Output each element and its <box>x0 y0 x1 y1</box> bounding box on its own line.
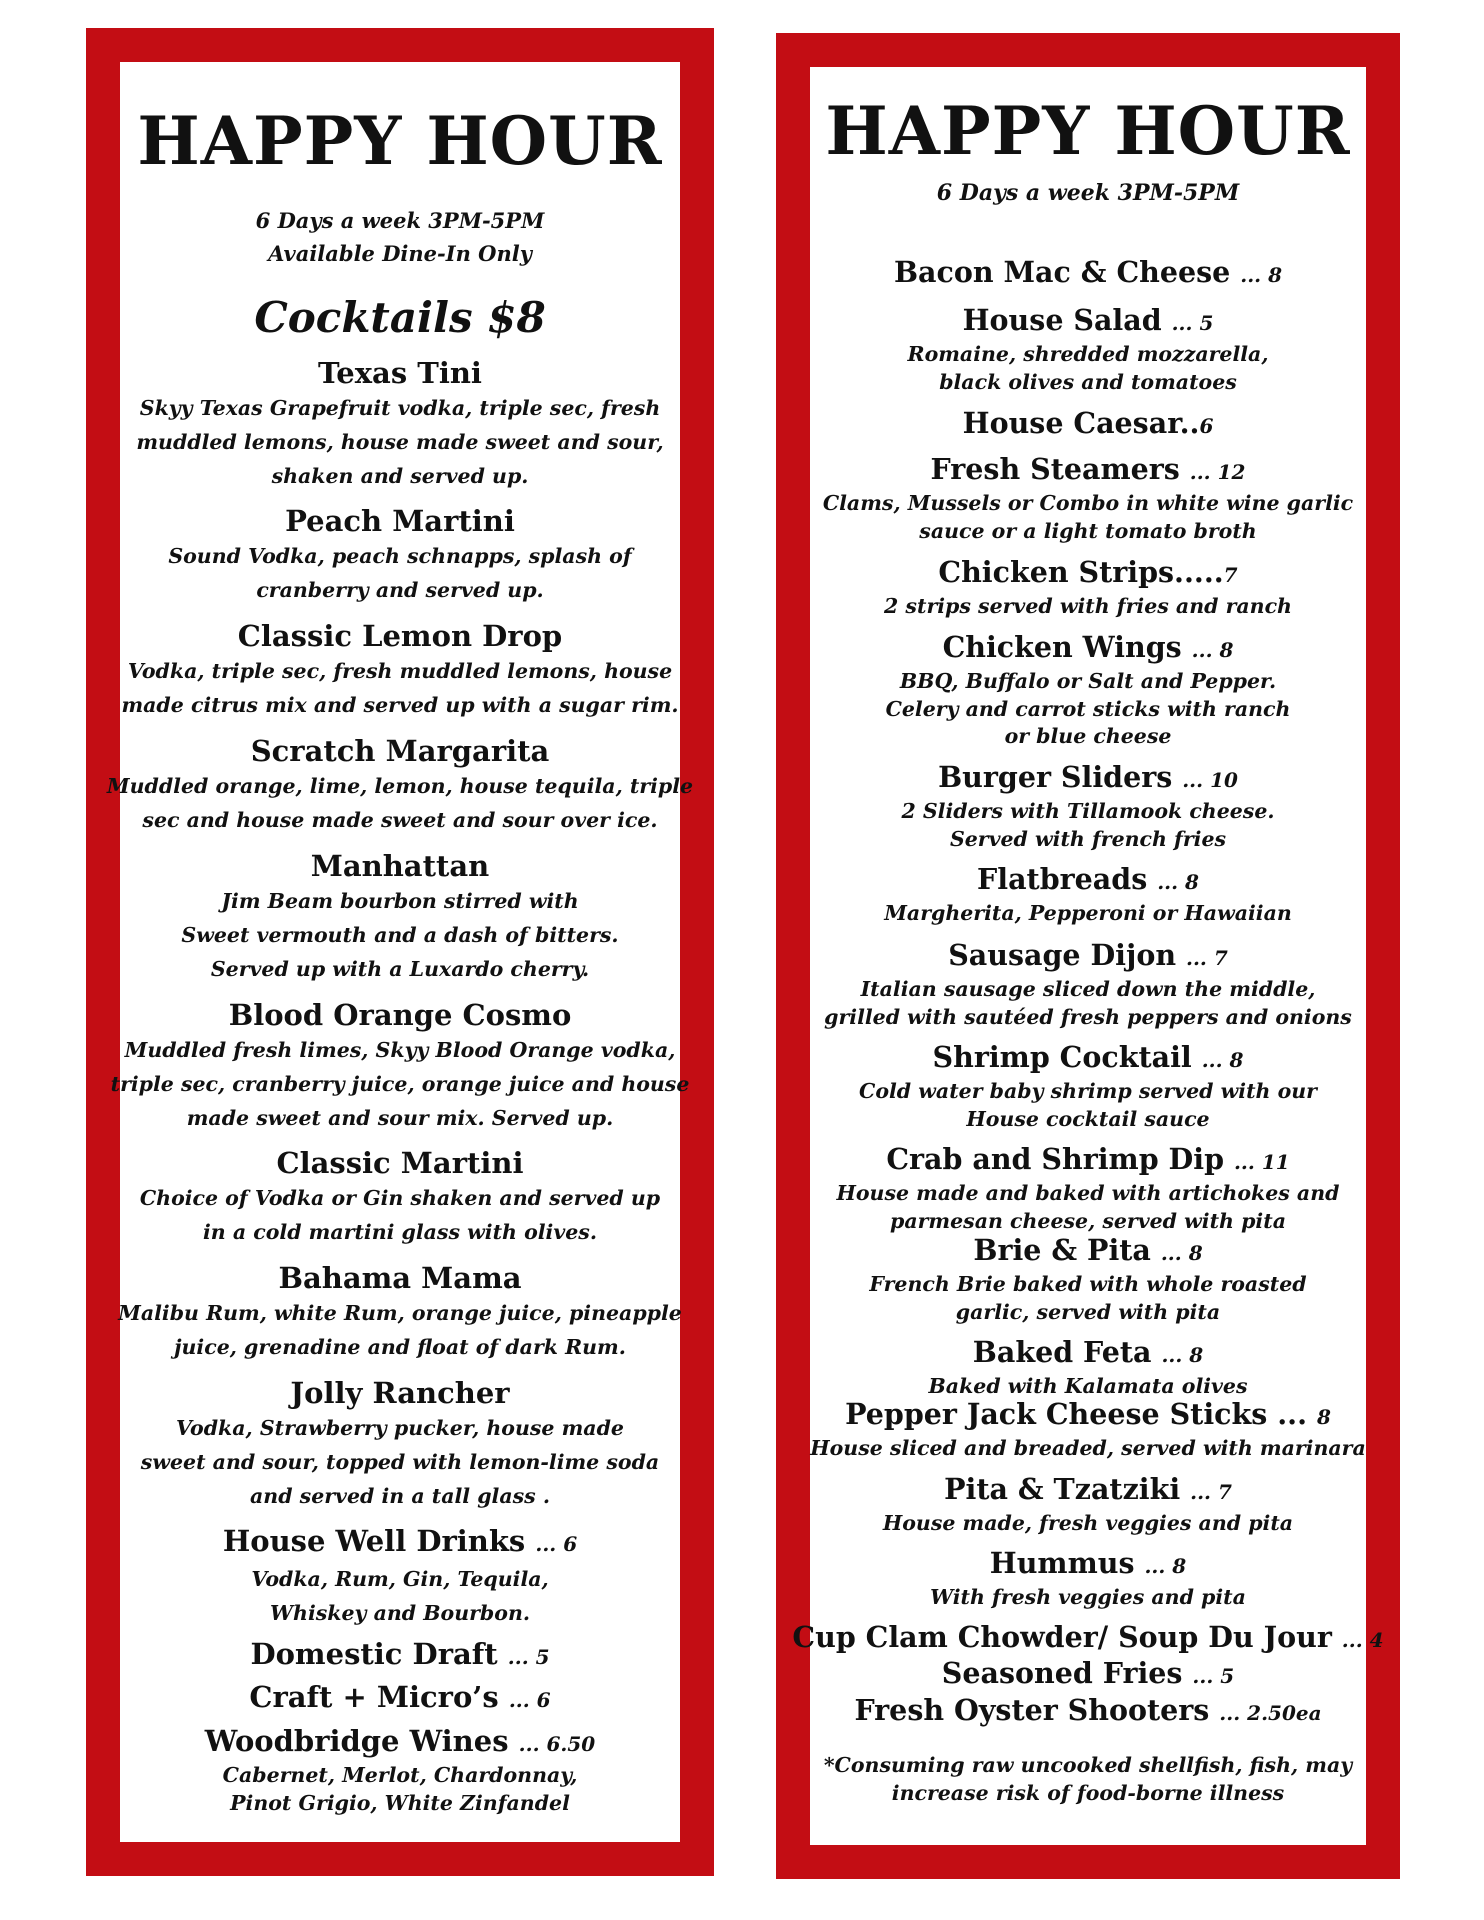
item-name: Fresh Steamers ... 12 <box>930 452 1246 486</box>
item-name: Pita & Tzatziki ... 7 <box>944 1472 1232 1506</box>
item-price: 6 <box>1199 414 1214 438</box>
menu-item <box>796 1233 1380 1326</box>
item-description: Skyy Texas Grapefruit vodka, triple sec, fresh <box>139 396 661 420</box>
item-name: Flatbreads ... 8 <box>977 862 1199 896</box>
menu-item <box>106 733 694 837</box>
item-price: ... 5 <box>1192 1664 1235 1688</box>
menu-item <box>796 938 1380 1031</box>
menu-item <box>110 1145 690 1249</box>
menu-item <box>110 848 690 986</box>
item-description: made sweet and sour mix. Served up. <box>186 1106 614 1130</box>
item-description: in a cold martini glass with olives. <box>203 1220 597 1244</box>
dine-in-text: Available Dine-In Only <box>268 241 532 266</box>
item-price: ... 12 <box>1189 460 1246 484</box>
item-description: muddled lemons, house made sweet and sour, <box>136 430 664 454</box>
menu-item <box>796 1546 1380 1612</box>
item-description: Margherita, Pepperoni or Hawaiian <box>884 901 1292 925</box>
item-price: ... 11 <box>1233 1150 1290 1174</box>
item-price: ... 6.50 <box>518 1732 596 1756</box>
item-price: 7 <box>1223 563 1238 587</box>
item-name: Jolly Rancher <box>290 1376 510 1410</box>
menu-item <box>796 255 1380 293</box>
item-description: Served with french fries <box>949 826 1227 851</box>
menu-item <box>110 1260 690 1364</box>
item-name: Manhattan <box>310 849 490 883</box>
item-price: ... 4 <box>1341 1628 1384 1652</box>
menu-item <box>796 303 1380 396</box>
menu-subtitle <box>120 204 680 270</box>
item-description: House cocktail sauce <box>966 1106 1210 1131</box>
item-name: Peach Martini <box>285 504 515 538</box>
item-name: Brie & Pita ... 8 <box>973 1233 1203 1267</box>
menu-item <box>110 355 690 493</box>
item-description: House made and baked with artichokes and <box>836 1181 1340 1205</box>
item-name: Chicken Wings ... 8 <box>942 630 1234 664</box>
note-line: *Consuming raw uncooked shellfish, fish, may <box>823 1753 1353 1777</box>
item-name: Sausage Dijon ... 7 <box>948 938 1228 972</box>
item-description: Romaine, shredded mozzarella, <box>907 342 1269 366</box>
item-description: and served in a tall glass . <box>250 1484 550 1508</box>
item-description: Muddled fresh limes, Skyy Blood Orange vodka, <box>124 1038 676 1062</box>
item-price: ... 5 <box>1171 311 1214 335</box>
item-name: House Salad ... 5 <box>962 303 1214 337</box>
menu-item <box>786 1620 1390 1658</box>
item-description: Celery and carrot sticks with ranch <box>885 696 1291 721</box>
item-description: With fresh veggies and pita <box>930 1585 1246 1609</box>
item-description: cranberry and served up. <box>256 578 544 602</box>
item-description: 2 Sliders with Tillamook cheese. <box>901 799 1275 823</box>
item-name: House Caesar..6 <box>962 406 1214 440</box>
item-price: ... 2.50ea <box>1219 1701 1322 1725</box>
item-price: ... 10 <box>1182 768 1238 792</box>
item-description: Cabernet, Merlot, Chardonnay, <box>222 1763 578 1787</box>
item-description: Sweet vermouth and a dash of bitters. <box>181 923 619 947</box>
item-description: sec and house made sweet and sour over ice. <box>142 808 658 832</box>
menu-item <box>796 760 1380 853</box>
menu-title: HAPPY HOUR <box>825 92 1351 170</box>
item-description: Jim Beam bourbon stirred with <box>221 889 579 913</box>
item-description: parmesan cheese, served with pita <box>890 1208 1286 1233</box>
menu-item <box>796 452 1380 545</box>
item-description: Vodka, Strawberry pucker, house made <box>176 1416 624 1440</box>
item-description: juice, grenadine and float of dark Rum. <box>174 1335 626 1359</box>
item-price: ... 8 <box>1157 870 1199 894</box>
item-description: triple sec, cranberry juice, orange juice and house <box>110 1072 690 1096</box>
menu-item <box>110 1375 690 1513</box>
item-name: Texas Tini <box>318 356 482 390</box>
item-name: Baked Feta ... 8 <box>972 1335 1204 1369</box>
hours-text: 6 Days a week 3PM-5PM <box>936 180 1240 206</box>
item-price: 8 <box>1316 1405 1331 1429</box>
item-name: Burger Sliders ... 10 <box>938 760 1238 794</box>
item-name: Seasoned Fries ... 5 <box>941 1656 1235 1690</box>
menu-item <box>796 555 1380 621</box>
section-heading: Cocktails $8 <box>254 293 546 342</box>
item-description: BBQ, Buffalo or Salt and Pepper. <box>899 669 1277 693</box>
item-name: Classic Martini <box>276 1146 524 1180</box>
menu-item <box>796 1693 1380 1731</box>
item-price: ... 6 <box>508 1688 551 1712</box>
item-description: made citrus mix and served up with a sugar rim. <box>121 693 679 717</box>
item-description: sauce or a light tomato broth <box>919 518 1257 543</box>
item-description: Sound Vodka, peach schnapps, splash of <box>168 544 632 568</box>
item-description: or blue cheese <box>1004 724 1172 748</box>
food-menu-content <box>792 67 1384 1845</box>
item-description: Vodka, Rum, Gin, Tequila, <box>251 1567 549 1591</box>
hours-text: 6 Days a week 3PM-5PM <box>255 208 545 233</box>
item-name: Bacon Mac & Cheese ... 8 <box>893 255 1283 289</box>
note-line: increase risk of food-borne illness <box>891 1781 1285 1805</box>
item-description: Served up with a Luxardo cherry. <box>210 957 590 981</box>
item-description: French Brie baked with whole roasted <box>869 1272 1307 1296</box>
item-description: 2 strips served with fries and ranch <box>884 594 1292 618</box>
item-price: ... 8 <box>1144 1554 1187 1578</box>
item-description: Baked with Kalamata olives <box>928 1374 1248 1398</box>
menu-item <box>796 1335 1380 1401</box>
item-description: shaken and served up. <box>271 464 529 488</box>
menu-item <box>796 1142 1380 1235</box>
menu-item <box>106 997 694 1135</box>
item-description: Whiskey and Bourbon. <box>270 1601 530 1625</box>
item-description: Pinot Grigio, White Zinfandel <box>230 1790 570 1815</box>
menu-item <box>790 1397 1386 1463</box>
item-description: Vodka, triple sec, fresh muddled lemons, house <box>127 659 673 683</box>
item-name: Chicken Strips.....7 <box>938 555 1238 589</box>
menu-item <box>110 1523 690 1630</box>
item-name: Hummus ... 8 <box>989 1546 1187 1580</box>
item-price: ... 8 <box>1191 638 1234 662</box>
item-name: Woodbridge Wines ... 6.50 <box>204 1724 596 1758</box>
cocktail-menu-content <box>106 62 694 1842</box>
food-menu-panel <box>776 33 1400 1879</box>
item-description: sweet and sour, topped with lemon-lime soda <box>140 1450 660 1474</box>
item-description: Malibu Rum, white Rum, orange juice, pineapple <box>118 1301 682 1325</box>
menu-item <box>796 1472 1380 1538</box>
item-price: ... 6 <box>535 1532 578 1556</box>
item-name: Domestic Draft ... 5 <box>250 1637 550 1671</box>
item-name: Bahama Mama <box>278 1261 522 1295</box>
item-description: Clams, Mussels or Combo in white wine garlic <box>822 491 1354 515</box>
item-name: Pepper Jack Cheese Sticks ... 8 <box>845 1397 1331 1431</box>
item-name: House Well Drinks ... 6 <box>222 1524 578 1558</box>
item-price: ... 7 <box>1186 946 1228 970</box>
item-price: ... 5 <box>507 1645 550 1669</box>
menu-item <box>110 1636 690 1675</box>
menu-item <box>796 1656 1380 1694</box>
item-description: garlic, served with pita <box>955 1299 1221 1324</box>
menu-item <box>110 503 690 607</box>
item-name: Cup Clam Chowder/ Soup Du Jour ... 4 <box>792 1620 1384 1654</box>
item-name: Scratch Margarita <box>250 734 550 768</box>
menu-item <box>106 618 694 722</box>
cocktail-menu-panel <box>86 28 714 1876</box>
menu-item <box>796 406 1380 444</box>
item-name: Crab and Shrimp Dip ... 11 <box>886 1142 1290 1176</box>
item-description: Muddled orange, lime, lemon, house tequila, triple <box>106 774 694 798</box>
item-price: ... 8 <box>1160 1241 1203 1265</box>
item-description: Cold water baby shrimp served with our <box>859 1079 1317 1103</box>
item-name: Classic Lemon Drop <box>237 619 563 653</box>
menu-item <box>110 1679 690 1718</box>
item-price: ... 7 <box>1190 1480 1232 1504</box>
item-description: black olives and tomatoes <box>939 369 1237 394</box>
menu-item <box>110 1723 690 1817</box>
item-price: ... 8 <box>1161 1343 1204 1367</box>
item-name: Blood Orange Cosmo <box>228 998 572 1032</box>
item-price: ... 8 <box>1240 263 1283 287</box>
menu-item <box>796 862 1380 928</box>
item-name: Shrimp Cocktail ... 8 <box>932 1040 1244 1074</box>
menu-item <box>796 630 1380 751</box>
item-name: Fresh Oyster Shooters ... 2.50ea <box>854 1693 1322 1727</box>
item-description: Choice of Vodka or Gin shaken and served up <box>139 1186 661 1210</box>
health-advisory-note <box>796 1751 1380 1807</box>
item-name: Craft + Micro’s ... 6 <box>249 1680 551 1714</box>
item-description: Italian sausage sliced down the middle, <box>860 977 1316 1001</box>
item-description: House made, fresh veggies and pita <box>882 1511 1294 1535</box>
item-description: grilled with sautéed fresh peppers and onions <box>824 1004 1352 1029</box>
menu-title: HAPPY HOUR <box>137 102 663 180</box>
item-description: House sliced and breaded, served with marinara <box>810 1436 1366 1460</box>
menu-item <box>796 1040 1380 1133</box>
item-price: ... 8 <box>1201 1048 1244 1072</box>
